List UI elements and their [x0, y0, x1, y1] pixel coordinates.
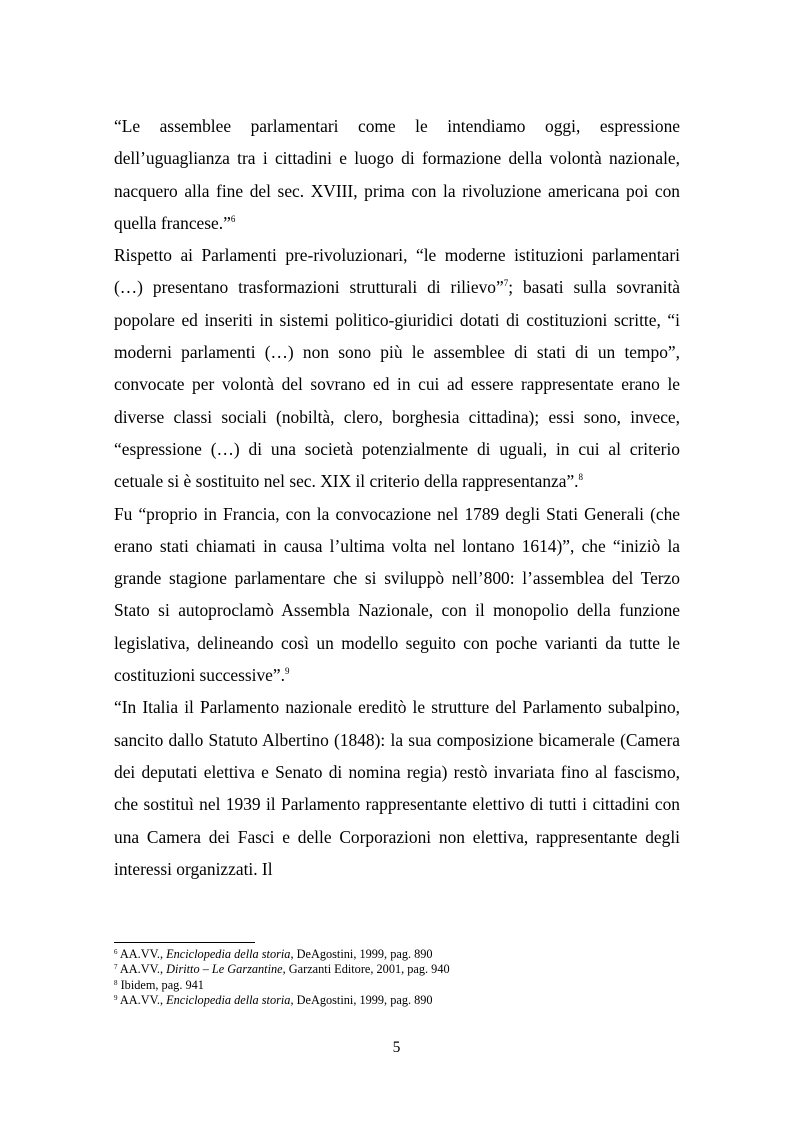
footnote-title: Enciclopedia della storia	[166, 947, 291, 961]
footnote-ref-8: 8	[578, 472, 584, 483]
footnote-title: Enciclopedia della storia	[166, 993, 291, 1008]
footnote-number: 6	[114, 948, 118, 956]
footnote-8: $^8$ Ibidem, pag. 941	[114, 977, 204, 992]
footnote-separator	[114, 942, 255, 943]
footnote-number: 7	[114, 963, 118, 972]
footnote-ref-6: 6	[230, 213, 236, 224]
footnote-number: 9	[114, 994, 118, 1003]
paragraph-1: “Le assemblee parlamentari come le intendiamo oggi, espressione dell’uguaglianza tra i cittadini e luogo di formazione della volontà nazionale, nacquero alla fine del sec. XVIII, prima con la rivoluzione americana poi con quella francese.”$^6$	[114, 116, 680, 233]
page-number: 5	[392, 1039, 401, 1056]
footnotes	[114, 947, 680, 1009]
footnote-title: Diritto – Le Garzantine	[166, 962, 283, 977]
body-text	[114, 110, 680, 885]
footnote-number: 8	[114, 978, 118, 987]
footnote-7: $^7$ AA.VV., Diritto – Le Garzantine, Garzanti Editore, 2001, pag. 940	[114, 962, 450, 977]
footnote-ref-9: 9	[284, 666, 290, 677]
paragraph-2: Rispetto ai Parlamenti pre-rivoluzionari, “le moderne istituzioni parlamentari (…) presentano trasformazioni strutturali di rilievo”$^7$; basati sulla sovranità popolare ed inseriti in sistemi politico-giuridici dotati di costituzioni scritte, “i moderni parlamenti (…) non sono più le assemblee di stati di un tempo”, convocate per volontà del sovrano ed in cui ad essere rappresentate erano le diverse classi sociali (nobiltà, clero, borghesia cittadina); essi sono, invece, “espressione (…) di una società potenzialmente di uguali, in cui al criterio cetuale si è sostituito nel sec. XIX il criterio della rappresentanza”.$^8$	[114, 245, 680, 492]
paragraph-4: “In Italia il Parlamento nazionale ereditò le strutture del Parlamento subalpino, sancito dallo Statuto Albertino (1848): la sua composizione bicamerale (Camera dei deputati elettiva e Senato di nomina regia) restò invariata fino al fascismo, che sostituì nel 1939 il Parlamento rappresentante elettivo di tutti i cittadini con una Camera dei Fasci e delle Corporazioni non elettiva, rappresentante degli interessi organizzati. Il	[114, 697, 680, 879]
footnote-6: $^6$ AA.VV., Enciclopedia della storia, DeAgostini, 1999, pag. 890	[114, 947, 433, 961]
footnote-9: $^9$ AA.VV., Enciclopedia della storia, DeAgostini, 1999, pag. 890	[114, 993, 433, 1008]
paragraph-3: Fu “proprio in Francia, con la convocazione nel 1789 degli Stati Generali (che erano stati chiamati in causa l’ultima volta nel lontano 1614)”, che “iniziò la grande stagione parlamentare che si sviluppò nell’800: l’assemblea del Terzo Stato si autoproclamò Assembla Nazionale, con il monopolio della funzione legislativa, delineando così un modello seguito con poche varianti da tutte le costituzioni successive”.$^9$	[114, 503, 680, 686]
footnote-ref-7: 7	[503, 278, 509, 289]
